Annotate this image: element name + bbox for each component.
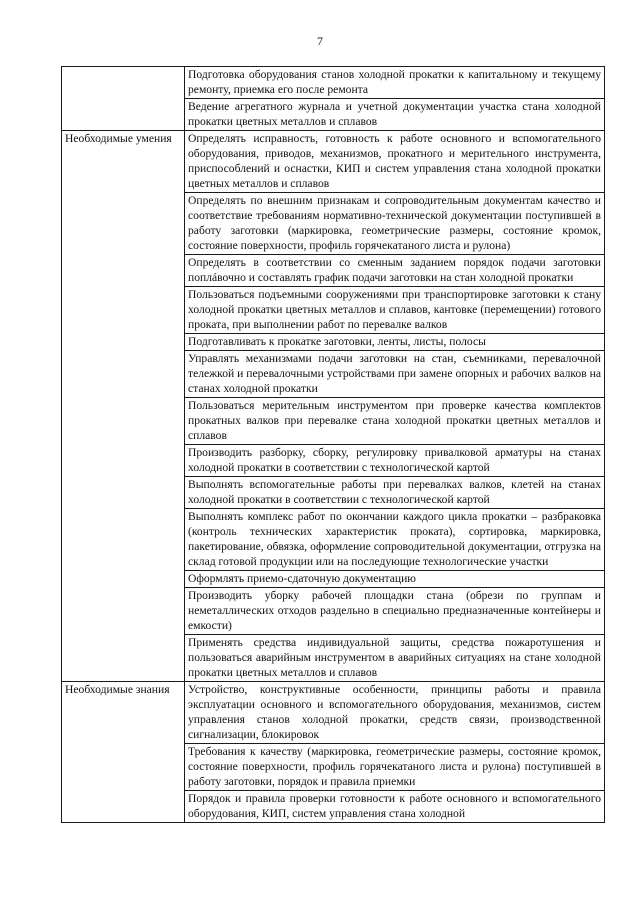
section-label: Необходимые знания <box>65 683 170 696</box>
section-label-cell <box>62 682 185 823</box>
requirement-cell <box>185 588 605 635</box>
section-label-cell <box>62 131 185 682</box>
requirement-text: Оформлять приемо-сдаточную документацию <box>188 572 416 585</box>
requirement-cell <box>185 255 605 287</box>
requirement-text: Определять исправность, готовность к работе основного и вспомогательного оборудования, приводов, механизмов, прокатного и мерительного инструмента, приспособлений и оснастки, КИП и систем управления стана холодной прокатки цветных металлов и сплавов <box>188 132 601 190</box>
requirement-cell <box>185 334 605 351</box>
requirement-text: Пользоваться мерительным инструментом при проверке качества комплектов прокатных валков при перевалке стана холодной прокатки цветных металлов и сплавов <box>188 399 601 442</box>
requirement-text: Устройство, конструктивные особенности, принципы работы и правила эксплуатации основного и вспомогательного оборудования, механизмов, систем управления станов холодной прокатки, средств связи, производственной сигнализации, блокировок <box>188 683 601 741</box>
requirement-text: Порядок и правила проверки готовности к работе основного и вспомогательного оборудования, КИП, систем управления стана холодной <box>188 792 601 820</box>
table-row <box>62 682 605 744</box>
requirement-cell <box>185 99 605 131</box>
table-row <box>62 131 605 193</box>
requirement-cell <box>185 509 605 571</box>
requirement-cell <box>185 67 605 99</box>
requirement-text: Подготавливать к прокатке заготовки, ленты, листы, полосы <box>188 335 486 348</box>
requirement-text: Пользоваться подъемными сооружениями при транспортировке заготовки к стану холодной прокатки цветных металлов и сплавов, кантовке (перемещении) готового проката, при выполнении работ по перевалке валков <box>188 288 601 331</box>
requirement-text: Подготовка оборудования станов холодной прокатки к капитальному и текущему ремонту, приемка его после ремонта <box>188 68 601 96</box>
requirement-text: Выполнять комплекс работ по окончании каждого цикла прокатки – разбраковка (контроль технических характеристик проката), сортировка, маркировка, пакетирование, обвязка, оформление сопроводительной документации, отгрузка на склад готовой продукции или на последующие технологические участки <box>188 510 601 568</box>
requirement-text: Производить уборку рабочей площадки стана (обрези по группам и неметаллических отходов раздельно в специально предназначенные контейнеры и емкости) <box>188 589 601 632</box>
requirements-table <box>61 66 605 823</box>
requirement-cell <box>185 635 605 682</box>
requirement-cell <box>185 744 605 791</box>
requirement-text: Определять по внешним признакам и сопроводительным документам качество и соответствие требованиям нормативно-технической документации поступившей в работу заготовки (маркировка, геометрические размеры, состояние кромок, состояние поверхности, профиль горячекатаного листа и рулона) <box>188 194 601 252</box>
requirement-text: Применять средства индивидуальной защиты, средства пожаротушения и пользоваться аварийным инструментом в аварийных ситуациях на стане холодной прокатки цветных металлов и сплавов <box>188 636 601 679</box>
section-label: Необходимые умения <box>65 132 172 145</box>
requirement-text: Определять в соответствии со сменным заданием порядок подачи заготовки поплáвочно и составлять график подачи заготовки на стан холодной прокатки <box>188 256 601 284</box>
page-number: 7 <box>317 34 323 48</box>
requirement-text: Ведение агрегатного журнала и учетной документации участка стана холодной прокатки цветных металлов и сплавов <box>188 100 601 128</box>
requirement-cell <box>185 351 605 398</box>
requirement-cell <box>185 287 605 334</box>
section-label-cell <box>62 67 185 131</box>
requirement-text: Производить разборку, сборку, регулировку привалковой арматуры на станах холодной прокатки в соответствии с технологической картой <box>188 446 601 474</box>
requirement-text: Требования к качеству (маркировка, геометрические размеры, состояние кромок, состояние поверхности, профиль горячекатаного листа и рулона) поступившей в работу заготовки, порядок и правила приемки <box>188 745 601 788</box>
requirement-cell <box>185 193 605 255</box>
requirements-table-body <box>62 67 605 823</box>
requirement-cell <box>185 131 605 193</box>
requirement-cell <box>185 445 605 477</box>
requirement-cell <box>185 791 605 823</box>
requirement-cell <box>185 571 605 588</box>
requirement-cell <box>185 398 605 445</box>
requirement-text: Выполнять вспомогательные работы при перевалках валков, клетей на станах холодной прокатки в соответствии с технологической картой <box>188 478 601 506</box>
requirement-cell <box>185 682 605 744</box>
table-row <box>62 67 605 99</box>
requirement-text: Управлять механизмами подачи заготовки на стан, съемниками, перевалочной тележкой и перевалочными устройствами при замене опорных и рабочих валков на станах холодной прокатки <box>188 352 601 395</box>
requirement-cell <box>185 477 605 509</box>
